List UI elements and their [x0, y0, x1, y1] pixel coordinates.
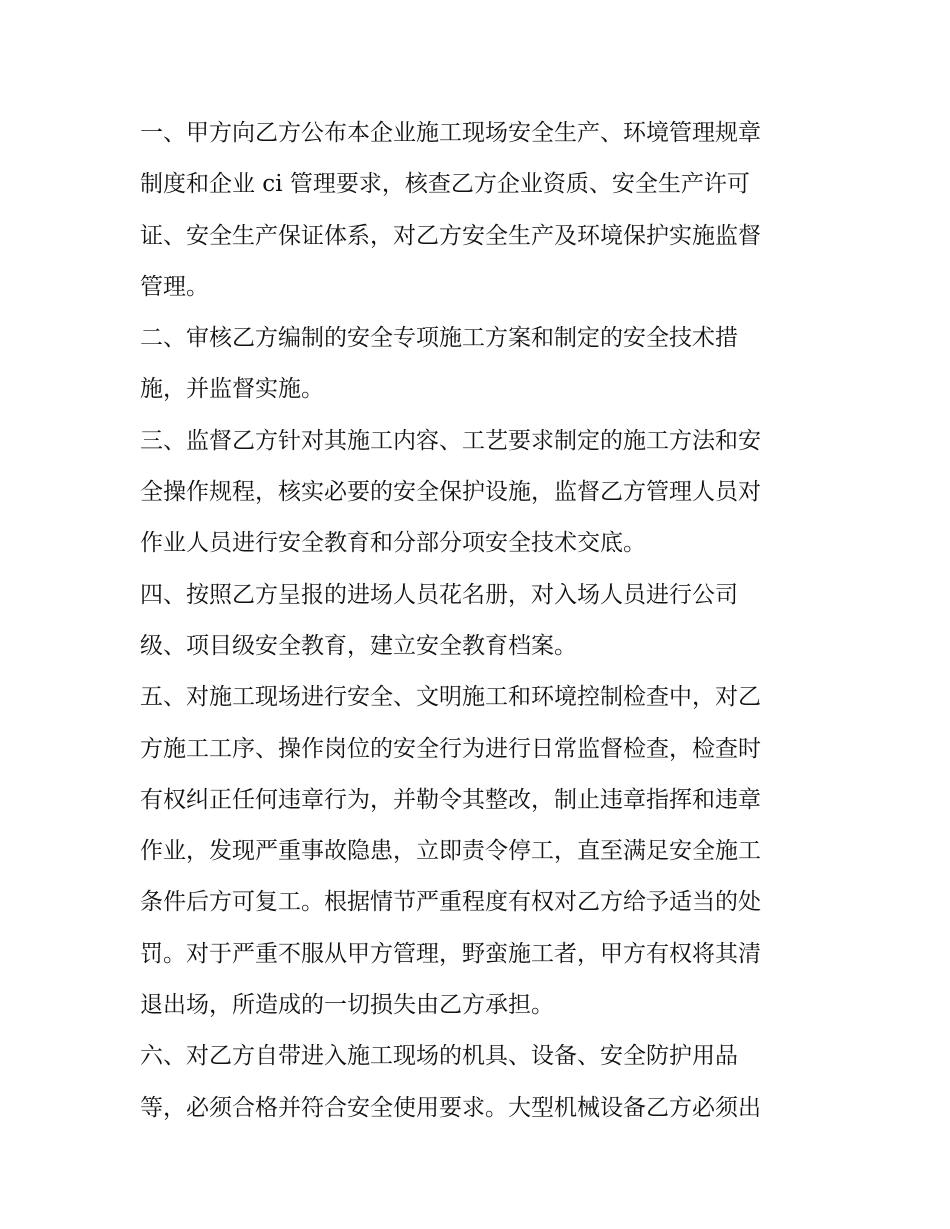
- document-body: [140, 108, 820, 1134]
- text-line: 管理。: [140, 273, 209, 300]
- text-line: 罚。对于严重不服从甲方管理，野蛮施工者，甲方有权将其清: [140, 940, 761, 967]
- text-line: 等，必须合格并符合安全使用要求。大型机械设备乙方必须出: [140, 1094, 761, 1121]
- text-line: 四、按照乙方呈报的进场人员花名册，对入场人员进行公司: [140, 581, 738, 608]
- text-line: 六、对乙方自带进入施工现场的机具、设备、安全防护用品: [140, 1043, 738, 1070]
- text-line: 方施工工序、操作岗位的安全行为进行日常监督检查，检查时: [140, 735, 761, 762]
- text-line: 五、对施工现场进行安全、文明施工和环境控制检查中，对乙: [140, 684, 761, 711]
- text-line: 全操作规程，核实必要的安全保护设施，监督乙方管理人员对: [140, 479, 761, 506]
- text-line: 制度和企业 ci 管理要求，核查乙方企业资质、安全生产许可: [140, 171, 750, 198]
- text-line: 一、甲方向乙方公布本企业施工现场安全生产、环境管理规章: [140, 120, 761, 146]
- text-line: 二、审核乙方编制的安全专项施工方案和制定的安全技术措: [140, 325, 738, 352]
- text-line: 退出场，所造成的一切损失由乙方承担。: [140, 992, 554, 1019]
- text-line: 三、监督乙方针对其施工内容、工艺要求制定的施工方法和安: [140, 427, 761, 454]
- text-line: 条件后方可复工。根据情节严重程度有权对乙方给予适当的处: [140, 889, 761, 916]
- text-line: 级、项目级安全教育，建立安全教育档案。: [140, 632, 577, 659]
- text-line: 有权纠正任何违章行为，并勒令其整改，制止违章指挥和违章: [140, 786, 761, 813]
- text-line: 作业人员进行安全教育和分部分项安全技术交底。: [140, 530, 646, 557]
- text-line: 施，并监督实施。: [140, 376, 324, 403]
- text-line: 作业，发现严重事故隐患，立即责令停工，直至满足安全施工: [140, 838, 761, 865]
- text-line: 证、安全生产保证体系，对乙方安全生产及环境保护实施监督: [140, 222, 761, 249]
